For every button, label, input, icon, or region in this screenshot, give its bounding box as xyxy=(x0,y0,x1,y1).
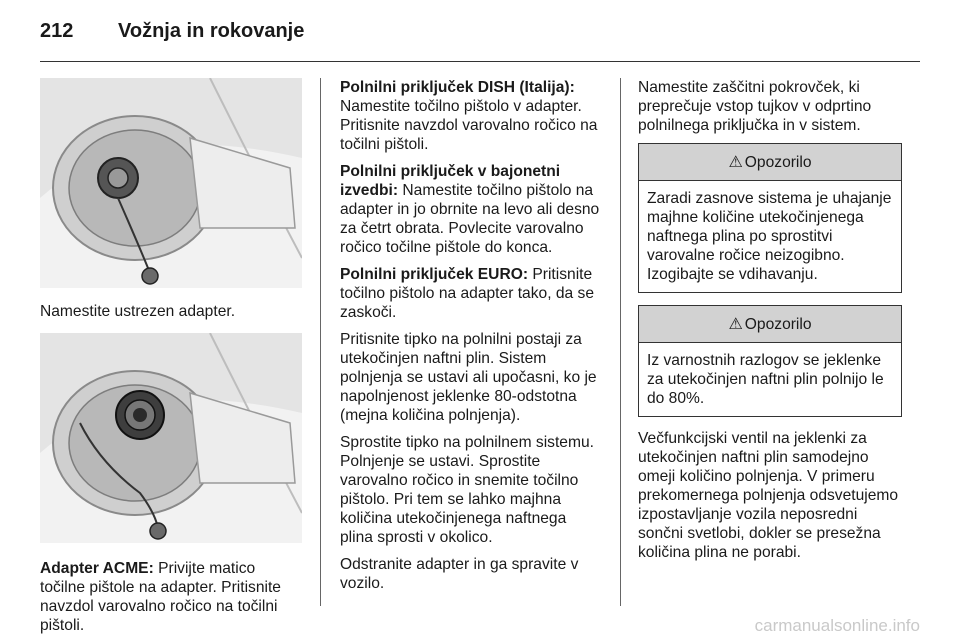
text-dish: Namestite točilno pištolo v adapter. Pritisnite navzdol varovalno ročico na točilni pištoli. xyxy=(340,98,598,153)
watermark: carmanualsonline.info xyxy=(754,616,920,635)
paragraph-dish xyxy=(340,78,602,154)
paragraph-press-button: Pritisnite tipko na polnilni postaji za utekočinjen naftni plin. Sistem polnjenja se ustavi ali upočasni, ko je napolnjenost jeklenke 80-odstotna (mejna količina polnjenja). xyxy=(340,331,597,424)
header-rule xyxy=(40,61,920,62)
paragraph-cap: Namestite zaščitni pokrovček, ki preprečuje vstop tujkov v odprtino polnilnega priključka in v sistem. xyxy=(638,79,872,134)
column-divider-2 xyxy=(620,78,621,606)
paragraph-remove-adapter: Odstranite adapter in ga spravite v vozilo. xyxy=(340,556,579,592)
warning-title-2: Opozorilo xyxy=(744,315,812,333)
column-2 xyxy=(340,78,602,601)
text-bayonet: Namestite točilno pištolo na adapter in jo obrnite na levo ali desno za četrt obrata. Povlecite varovalno ročico točilne pištole do konca. xyxy=(340,182,600,256)
warning-box-2 xyxy=(638,305,902,417)
page-title: Vožnja in rokovanje xyxy=(118,19,305,42)
figure-adapter-mounted xyxy=(40,333,302,543)
label-acme: Adapter ACME: xyxy=(40,560,154,577)
paragraph-multivalve: Večfunkcijski ventil na jeklenki za utekočinjen naftni plin samodejno omeji količino polnjenja. V primeru prekomernega polnjenja odsvetujemo izpostavljanje vozila neposredni sončni svetlobi, dokler se presežna količina plina ne porabi. xyxy=(638,430,899,561)
warning-text-2: Iz varnostnih razlogov se jeklenke za utekočinjen naftni plin polnijo le do 80%. xyxy=(647,352,884,407)
column-divider-1 xyxy=(320,78,321,606)
warning-triangle-icon: ⚠ xyxy=(728,153,743,171)
column-1 xyxy=(40,78,302,643)
paragraph-euro xyxy=(340,265,602,322)
warning-text-1: Zaradi zasnove sistema je uhajanje majhne količine utekočinjenega naftnega plina po sprostitvi varovalne ročice neizogibno. Izogibajte se vdihavanju. xyxy=(647,190,892,283)
label-dish: Polnilni priključek DISH (Italija): xyxy=(340,79,575,96)
page-header xyxy=(40,14,304,48)
warning-header-2 xyxy=(639,306,901,343)
label-euro: Polnilni priključek EURO: xyxy=(340,266,529,283)
caption-adapter: Namestite ustrezen adapter. xyxy=(40,303,236,320)
text-euro: Pritisnite točilno pištolo na adapter tako, da se zaskoči. xyxy=(340,266,594,321)
paragraph-release-button: Sprostite tipko na polnilnem sistemu. Polnjenje se ustavi. Sprostite varovalno ročico in snemite točilno pištolo. Pri tem se lahko majhna količina utekočinjenega naftnega plina sprosti v okolico. xyxy=(340,434,594,546)
warning-header-1 xyxy=(639,144,901,181)
label-bayonet: Polnilni priključek v bajonetni izvedbi: xyxy=(340,163,561,199)
paragraph-bayonet xyxy=(340,162,602,257)
figure-fuel-filler-open xyxy=(40,78,302,288)
warning-triangle-icon: ⚠ xyxy=(728,315,743,333)
warning-title-1: Opozorilo xyxy=(744,153,812,171)
text-acme: Privijte matico točilne pištole na adapter. Pritisnite navzdol varovalno ročico na točilni pištoli. xyxy=(40,560,281,634)
page-number: 212 xyxy=(40,19,74,42)
warning-box-1 xyxy=(638,143,902,293)
column-3 xyxy=(638,78,902,570)
